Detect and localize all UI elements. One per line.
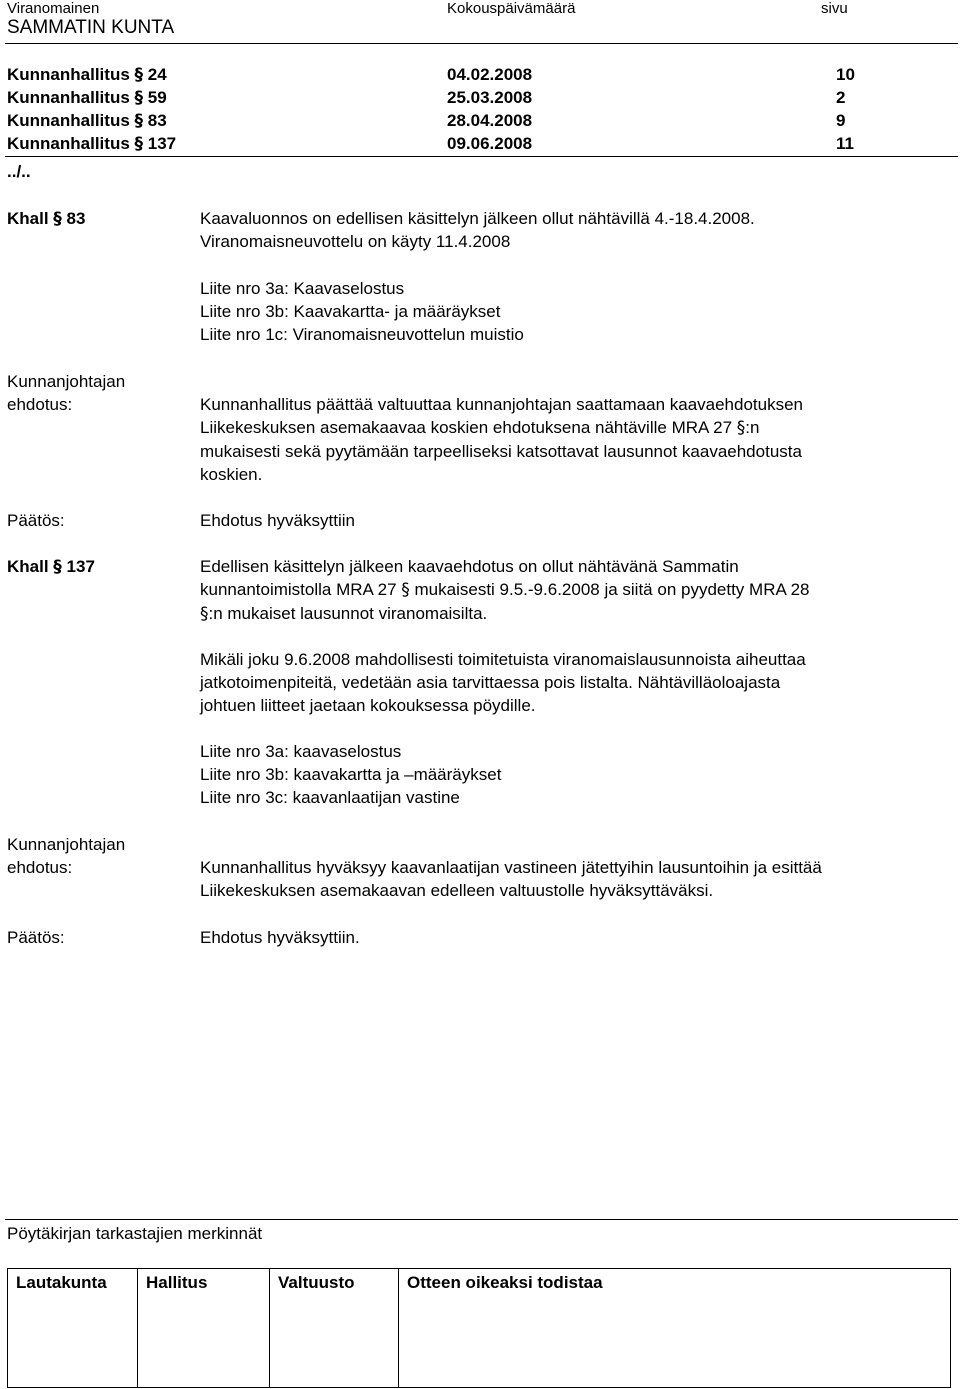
section-symbol: §: [401, 580, 410, 600]
header-authority-label: Viranomainen: [7, 0, 100, 17]
reference-row: Kunnanhallitus § 83: [7, 111, 167, 131]
signature-cell-lautakunta: Lautakunta: [8, 1269, 138, 1388]
reference-page: 11: [836, 134, 854, 153]
khall137-proposal: Kunnanhallitus hyväksyy kaavanlaatijan vastineen jätettyihin lausuntoihin ja esittää Liikekeskuksen asemakaavan edelleen valtuustolle hyväksyttäväksi.: [200, 858, 822, 900]
header-date-label: Kokouspäivämäärä: [447, 0, 576, 17]
khall83-intro: Kaavaluonnos on edellisen käsittelyn jälkeen ollut nähtävillä 4.-18.4.2008. Viranomaisneuvottelu on käyty 11.4.2008: [200, 209, 755, 251]
khall83-proposal-label: Kunnanjohtajan ehdotus:: [7, 372, 126, 414]
section-symbol: §: [134, 88, 144, 108]
section-symbol: §: [53, 557, 62, 577]
khall137-note: Mikäli joku 9.6.2008 mahdollisesti toimitetuista viranomaislausunnoista aiheuttaa jatkotoimenpiteitä, vedetään asia tarvittaessa pois listalta. Nähtävilläoloajasta johtuen liitteet jaetaan kokouksessa pöydille.: [200, 650, 806, 715]
reference-row: Kunnanhallitus § 137: [7, 134, 177, 154]
municipality-name: SAMMATIN KUNTA: [7, 17, 175, 38]
khall137-label: Khall § 137: [7, 557, 95, 577]
khall83-decision: Ehdotus hyväksyttiin: [200, 511, 355, 530]
section-symbol: §: [200, 604, 209, 624]
khall83-decision-label: Päätös:: [7, 511, 65, 530]
khall137-attachments: Liite nro 3a: kaavaselostus Liite nro 3b: kaavakartta ja –määräykset Liite nro 3c: kaavanlaatijan vastine: [200, 742, 502, 807]
reference-page: 2: [836, 88, 846, 107]
reference-date: 28.04.2008: [447, 111, 533, 130]
signature-table: [7, 1268, 951, 1388]
header-divider: [5, 43, 958, 44]
reference-row: Kunnanhallitus § 24: [7, 65, 167, 85]
reference-page: 10: [836, 65, 855, 84]
khall137-intro: Edellisen käsittelyn jälkeen kaavaehdotus on ollut nähtävänä Sammatin kunnantoimistolla MRA 27 § mukaisesti 9.5.-9.6.2008 ja siitä on pyydetty MRA 28 §:n mukaiset lausunnot viranomaisilta.: [200, 557, 810, 624]
khall83-proposal: Kunnanhallitus päättää valtuuttaa kunnanjohtajan saattamaan kaavaehdotuksen Liikekeskuksen asemakaavaa koskien ehdotuksena nähtäville MRA 27 §:n mukaisesti sekä pyytämään tarpeelliseksi katsottavat lausunnot kaavaehdotusta koskien.: [200, 395, 804, 484]
khall83-label: Khall § 83: [7, 209, 86, 229]
section-symbol: §: [134, 134, 144, 154]
continuation-marker: ../..: [7, 162, 31, 181]
khall83-attachments: Liite nro 3a: Kaavaselostus Liite nro 3b: Kaavakartta- ja määräykset Liite nro 1c: Viranomaisneuvottelun muistio: [200, 279, 524, 344]
section-symbol: §: [134, 65, 144, 85]
reference-row: Kunnanhallitus § 59: [7, 88, 167, 108]
signature-cell-certification: Otteen oikeaksi todistaa: [399, 1269, 951, 1388]
section-symbol: §: [736, 418, 746, 438]
reference-date: 25.03.2008: [447, 88, 533, 107]
khall137-decision: Ehdotus hyväksyttiin.: [200, 928, 360, 947]
footer-divider: [5, 1219, 958, 1220]
khall137-proposal-label: Kunnanjohtajan ehdotus:: [7, 835, 126, 877]
section-symbol: §: [53, 209, 62, 229]
reference-divider: [5, 156, 958, 157]
reference-page: 9: [836, 111, 846, 130]
section-symbol: §: [134, 111, 144, 131]
khall137-decision-label: Päätös:: [7, 928, 65, 947]
header-page-label: sivu: [821, 0, 848, 17]
reference-date: 04.02.2008: [447, 65, 533, 84]
signature-cell-hallitus: Hallitus: [138, 1269, 270, 1388]
footer-title: Pöytäkirjan tarkastajien merkinnät: [7, 1224, 263, 1243]
signature-cell-valtuusto: Valtuusto: [270, 1269, 399, 1388]
reference-date: 09.06.2008: [447, 134, 533, 153]
